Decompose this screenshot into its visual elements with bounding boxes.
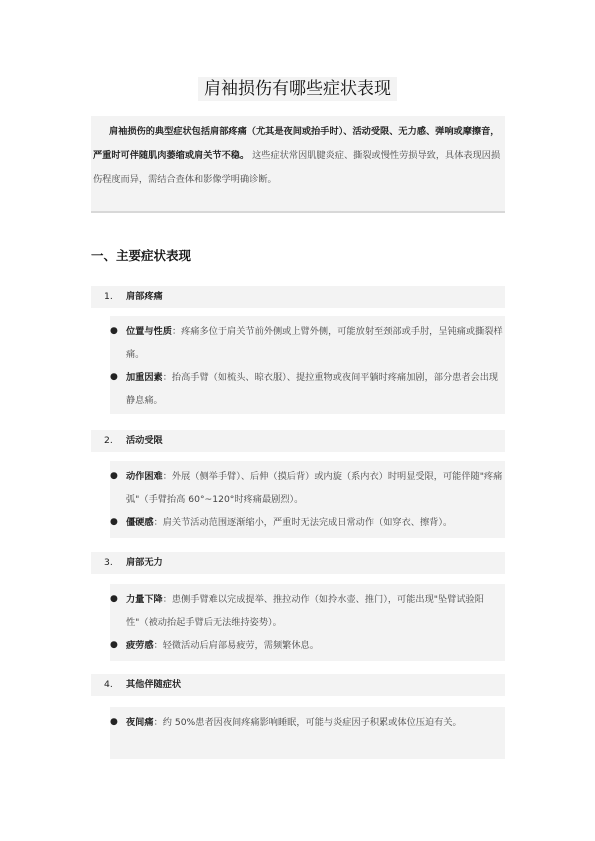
document-title	[0, 74, 595, 99]
item-key: 力量下降	[126, 594, 163, 605]
list-item	[110, 634, 505, 657]
intro-paragraph	[91, 116, 505, 213]
bullet-icon: ●	[110, 594, 118, 604]
bullet-icon: ●	[110, 517, 118, 527]
subsection-title: 活动受限	[126, 435, 163, 446]
subsection-title: 肩部疼痛	[126, 291, 163, 302]
section-heading: 一、主要症状表现	[91, 248, 192, 263]
item-key: 僵硬感	[126, 517, 154, 528]
item-key: 位置与性质	[126, 326, 172, 337]
item-text: ：抬高手臂（如梳头、晾衣服）、提拉重物或夜间平躺时疼痛加剧，部分患者会出现静息痛。	[126, 372, 499, 406]
subsection-header	[91, 552, 505, 574]
subsection-header	[91, 674, 505, 696]
document-title-text: 肩袖损伤有哪些症状表现	[198, 77, 397, 101]
item-text: ：疼痛多位于肩关节前外侧或上臂外侧，可能放射至颈部或手肘，呈钝痛或撕裂样痛。	[126, 326, 503, 360]
list-item	[110, 711, 505, 734]
list-item	[110, 588, 505, 634]
item-text: ：约 50%患者因夜间疼痛影响睡眠，可能与炎症因子积累或体位压迫有关。	[153, 717, 462, 728]
bullet-icon: ●	[110, 326, 118, 336]
subsection-number: 3.	[104, 557, 113, 568]
item-key: 加重因素	[126, 372, 163, 383]
list-item	[110, 320, 505, 366]
subsection-number: 4.	[104, 679, 113, 690]
bullet-icon: ●	[110, 640, 118, 650]
subsection-title: 肩部无力	[126, 557, 163, 568]
intro-normal-text: 这些症状常因肌腱炎症、撕裂或慢性劳损导致，具体表现因损伤程度而异，需结合查体和影像学明确诊断。	[93, 150, 501, 185]
bullet-list	[110, 584, 505, 661]
item-text: ：肩关节活动范围逐渐缩小，严重时无法完成日常动作（如穿衣、擦背）。	[153, 517, 453, 528]
item-key: 疲劳感	[126, 640, 154, 651]
bullet-icon: ●	[110, 471, 118, 481]
subsection-header	[91, 430, 505, 452]
item-key: 夜间痛	[126, 717, 154, 728]
bullet-icon: ●	[110, 372, 118, 382]
item-text: ：患侧手臂难以完成提举、推拉动作（如拎水壶、推门），可能出现"坠臂试验阳性"（被动抬起手臂后无法维持姿势）。	[126, 594, 484, 628]
list-item	[110, 511, 505, 534]
list-item	[110, 465, 505, 511]
intro-bold-text: 肩袖损伤的典型症状包括肩部疼痛（尤其是夜间或抬手时）、活动受限、无力感、弹响或摩擦音，严重时可伴随肌肉萎缩或肩关节不稳。	[93, 126, 500, 161]
item-text: ：外展（侧举手臂）、后伸（摸后背）或内旋（系内衣）时明显受限，可能伴随"疼痛弧"（手臂抬高 60°~120°时疼痛最剧烈）。	[126, 471, 503, 505]
item-key: 动作困难	[126, 471, 163, 482]
bullet-list	[110, 316, 505, 414]
list-item	[110, 366, 505, 412]
item-text: ：轻微活动后肩部易疲劳，需频繁休息。	[153, 640, 319, 651]
subsection-title: 其他伴随症状	[126, 679, 182, 690]
subsection-number: 1.	[104, 291, 113, 302]
bullet-icon: ●	[110, 717, 118, 727]
subsection-header	[91, 286, 505, 308]
bullet-list	[110, 707, 505, 759]
bullet-list	[110, 461, 505, 538]
subsection-number: 2.	[104, 435, 113, 446]
